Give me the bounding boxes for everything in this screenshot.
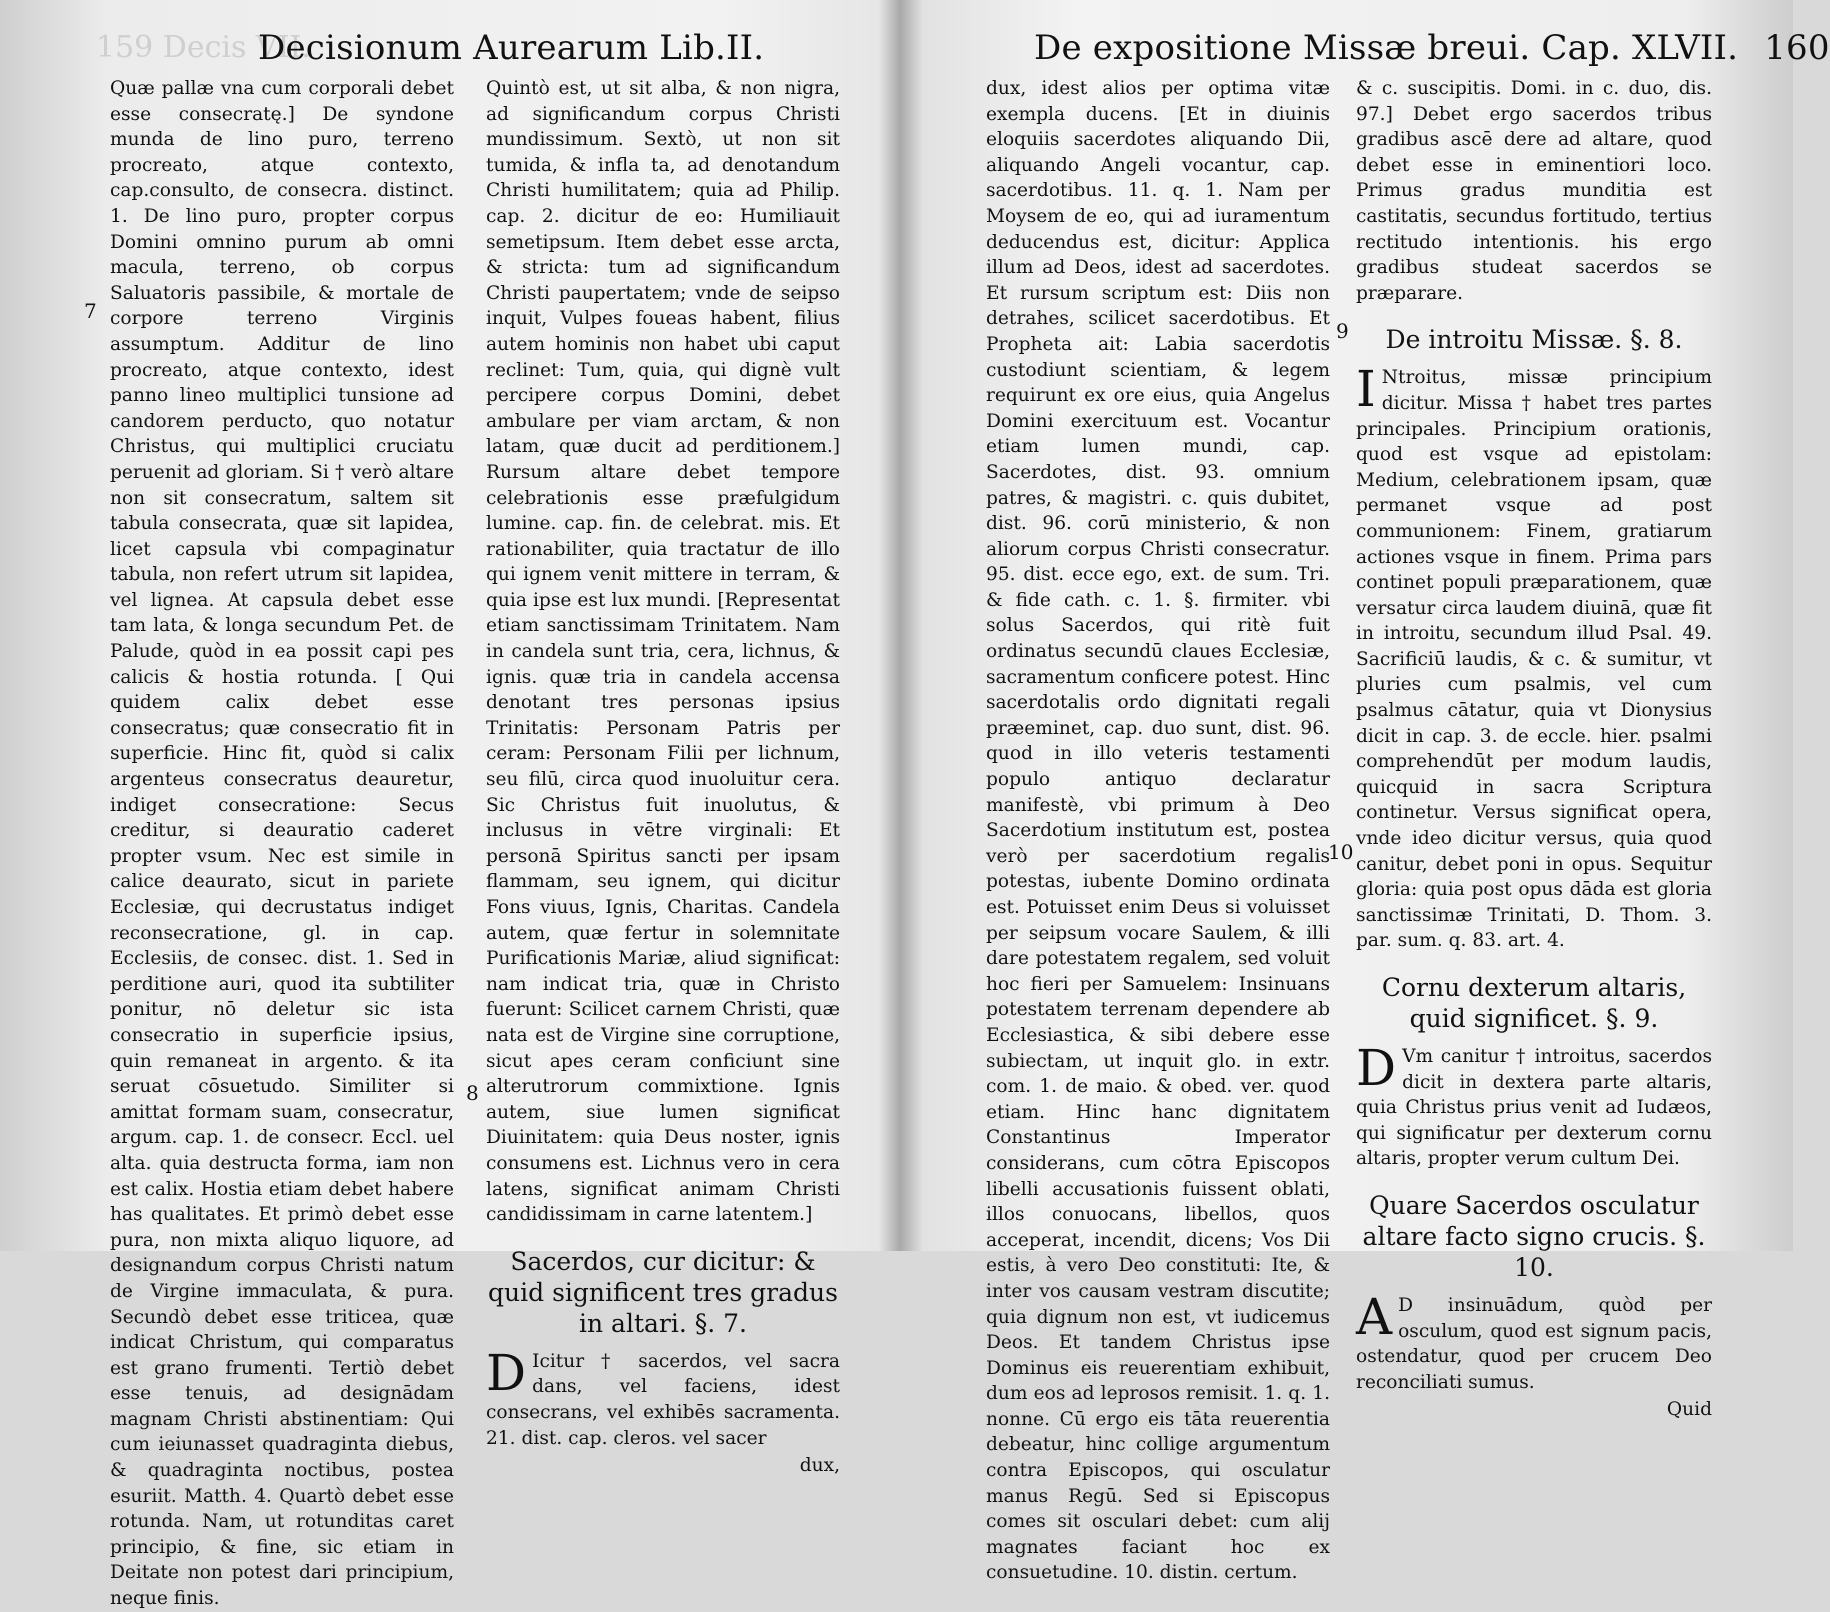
paragraph-section-8 [1356,360,1712,954]
margin-number-7: 7 [84,299,97,323]
paragraph-section-7 [486,1343,840,1451]
drop-cap: I [1356,360,1376,419]
margin-number-8: 8 [466,1081,479,1105]
paragraph-text: D insinuādum, quòd per osculum, quod est signum pacis, ostendatur, quod per crucem Deo reconciliati sumus. [1356,1294,1712,1393]
drop-cap: A [1356,1287,1393,1346]
section-heading-8: De introitu Missæ. §. 8. [1385,325,1683,355]
catchword: dux, [799,1455,840,1477]
paragraph-section-9 [1356,1039,1712,1172]
margin-number-9: 9 [1336,319,1349,343]
paragraph-section-10 [1356,1287,1712,1395]
paragraph: dux, idest alios per optima vitæ exempla ducens. [Et in diuinis eloquiis sacerdotes aliquando Dii, aliquando Angeli vocantur, cap. sacerdotibus. 11. q. 1. Nam per Moysem de eo, qui ad iuramentum deducendus est, dicitur: Applica illum ad Deos, idest ad sacerdotes. Et rursum scriptum est: Diis non detrahes, scilicet sacerdotibus. Et Propheta ait: Labia sacerdotis custodiunt scientiam, & legem requirunt ex ore eius, quia Angelus Domini exercituum est. Vocantur etiam lumen mundi, cap. Sacerdotes, dist. 93. omnium patres, & magistri. c. quis dubitet, dist. 96. corū ministerio, & non aliorum corpus Christi consecratur. 95. dist. ecce ego, ext. de sum. Tri. & fide cath. c. 1. §. firmiter. vbi solus Sacerdos, qui ritè fuit ordinatus secundū claues Ecclesiæ, sacramentum conficere potest. Hinc sacerdotalis ordo dignitati regali præeminet, cap. duo sunt, dist. 96. quod in illo veteris testamenti populo antiquo declaratur manifestè, vbi primum à Deo Sacerdotium institutum est, postea verò per sacerdotium regalis potestas, iubente Domino ordinata est. Potuisset enim Deus si voluisset per seipsum vocare Saulem, & illi dare potestatem regalem, sed voluit hoc fieri per Samuelem: Insinuans potestatem terrenam dependere ab Ecclesiastica, & sibi debere esse subiectam, ut inquit glo. in extr. com. 1. de maio. & obed. ver. quod etiam. Hinc hanc dignitatem Constantinus Imperator considerans, cum cōtra Episcopos libelli accusationis fuissent oblati, illos conuocans, libellos, quos acceperat, incendit, dicens; Vos Dii estis, à vero Deo constituti: Ite, & inter vos causam vestram discutite; quia dignum non est, vt iudicemus Deos. Et tandem Christus ipse Dominus eis reuerentiam exhibuit, dum eos ad leprosos remisit. 1. q. 1. nonne. Cū ergo eis tāta reuerentia debeatur, hinc collige argumentum contra Episcopos, qui osculatur manus Regū. Sed si Episcopus comes sit osculari debet: cum alij magnates faciant hoc ex consuetudine. 10. distin. certum. [986,78,1330,1584]
paragraph-text: Ntroitus, missæ principium dicitur. Missa † habet tres partes principales. Principium orationis, quod est vsque ad epistolam: Medium, celebrationem ipsam, quæ permanet vsque ad post communionem: Finem, gratiarum actiones vsque in finem. Prima pars continet populi præparationem, quæ versatur circa laudem diuinā, quæ fit in introitu, secundum illud Psal. 49. Sacrificiū laudis, & c. & sumitur, vt pluries cum psalmis, vel cum psalmus cātatur, quia vt Dionysius dicit in cap. 3. de eccle. hier. psalmi comprehendūt per modum laudis, quicquid in sacra Scriptura continetur. Versus significat opera, vnde ideo dicitur versus, quia quod canitur, debet poni in opus. Sequitur gloria: quia post opus dāda est gloria sanctissimæ Trinitati, D. Thom. 3. par. sum. q. 83. art. 4. [1356,367,1712,952]
paragraph: & c. suscipitis. Domi. in c. duo, dis. 97.] Debet ergo sacerdos tribus gradibus ascē dere ad altare, quod debet esse in eminentiori loco. Primus gradus munditia est castitatis, secundus fortitudo, tertius rectitudo intentionis. his ergo gradibus studeat sacerdos se præparare. [1356,78,1712,304]
bleed-through-text: 159 Decis VII. [96,30,311,65]
section-heading-7: Sacerdos, cur dicitur: & quid significent tres gradus in altari. §. 7. [488,1246,838,1338]
left-column-2 [486,76,840,1479]
left-column-1 [110,76,454,1612]
paragraph-text: Vm canitur † introitus, sacerdos dicit in dextera parte altaris, quia Christus prius venit ad Iudæos, qui significatur per dexterum cornu altaris, propter verum cultum Dei. [1356,1046,1712,1170]
catchword: Quid [1666,1399,1712,1421]
paragraph-text: Icitur † sacerdos, vel sacra dans, vel faciens, idest consecrans, vel exhibēs sacramenta. 21. dist. cap. cleros. vel sacer [486,1350,840,1449]
drop-cap: D [1356,1039,1397,1097]
right-column-2 [1356,76,1712,1423]
right-column-1 [986,76,1330,1586]
running-head-title: De expositione Missæ breui. Cap. XLVII. [1034,28,1739,68]
left-page [0,0,884,1610]
section-heading-10: Quare Sacerdos osculatur altare facto signo crucis. §. 10. [1362,1190,1706,1282]
running-head-left: Decisionum Aurearum Lib.II. [258,28,765,68]
margin-number-10: 10 [1328,840,1354,864]
paragraph: Quæ pallæ vna cum corporali debet esse consecratę.] De syndone munda de lino puro, terreno procreato, atque contexto, cap.consulto, de consecra. distinct. 1. De lino puro, propter corpus Domini omnino purum ab omni macula, terreno, ob corpus Saluatoris passibile, & mortale de corpore terreno Virginis assumptum. Additur de lino procreato, atque contexto, idest panno lineo multiplici tunsione ad candorem perducto, quo notatur Christus, qui multiplici cruciatu peruenit ad gloriam. Si † verò altare non sit consecratum, saltem sit tabula consecrata, quæ sit lapidea, licet capsula vbi compaginatur tabula, non refert utrum sit lapidea, vel lignea. At capsula debet esse tam lata, & longa secundum Pet. de Palude, quòd in ea possit capi pes calicis & hostia rotunda. [ Qui quidem calix debet esse consecratus; quæ consecratio fit in superficie. Hinc fit, quòd si calix argenteus consecratus deauretur, indiget consecratione: Secus creditur, si deauratio caderet propter vsum. Nec est simile in calice deaurato, sicut in pariete Ecclesiæ, qui decrustatus indiget reconsecratione, gl. in cap. Ecclesiis, de consec. dist. 1. Sed in perditione auri, quod ita subtiliter ponitur, nō deletur sic ista consecratio in superficie ipsius, quin remaneat in argento. & ita seruat cōsuetudo. Similiter si amittat formam suam, consecratur, argum. cap. 1. de consecr. Eccl. uel alta. quia destructa forma, iam non est calix. Hostia etiam debet habere has qualitates. Et primò debet esse pura, non mixta aliquo liquore, ad designandum corpus Christi natum de Virgine immaculata, & pura. Secundò debet esse triticea, quæ indicat Christum, qui comparatus est grano frumenti. Tertiò debet esse tenuis, ad designādam magnam Christi abstinentiam: Qui cum ieiunasset quadraginta diebus, & quadraginta noctibus, postea esuriit. Matth. 4. Quartò debet esse rotunda. Nam, ut rotunditas caret principio, & fine, sic etiam in Deitate non potest dari principium, neque finis. [110,78,454,1610]
right-page [898,0,1830,1584]
running-head-right [1034,28,1830,68]
drop-cap: D [486,1343,527,1402]
paragraph: Quintò est, ut sit alba, & non nigra, ad significandum corpus Christi mundissimum. Sextò, ut non sit tumida, & infla ta, ad denotandum Christi humilitatem; quia ad Philip. cap. 2. dicitur de eo: Humiliauit semetipsum. Item debet esse arcta, & stricta: tum ad significandum Christi paupertatem; vnde de seipso inquit, Vulpes foueas habent, filius autem hominis non habet ubi caput reclinet: Tum, quia, qui dignè vult percipere corpus Domini, debet ambulare per viam arctam, & non latam, quæ ducit ad perditionem.] Rursum altare debet tempore celebrationis esse præfulgidum lumine. cap. fin. de celebrat. mis. Et rationabiliter, quia tractatur de illo qui ignem venit mittere in terram, & quia ipse est lux mundi. [Representat etiam sanctissimam Trinitatem. Nam in candela sunt tria, cera, lichnus, & ignis. quæ tria in candela accensa denotant tres personas ipsius Trinitatis: Personam Patris per ceram: Personam Filii per lichnum, seu filū, circa quod inuoluitur cera. Sic Christus fuit inuolutus, & inclusus in vētre virginali: Et personā Spiritus sancti per ipsam flammam, seu ignem, qui dicitur Fons viuus, Ignis, Charitas. Candela autem, quæ fertur in solemnitate Purificationis Mariæ, aliud significat: nam indicat tria, quæ in Christo fuerunt: Scilicet carnem Christi, quæ nata est de Virgine sine corruptione, sicut apes ceram conficiunt sine alterutrorum commixtione. Ignis autem, siue lumen significat Diuinitatem: quia Deus noster, ignis consumens est. Lichnus vero in cera latens, significat animam Christi candidissimam in carne latentem.] [486,78,840,1226]
section-heading-9: Cornu dexterum altaris, quid significet. §. 9. [1381,973,1687,1033]
page-number: 160 [1764,28,1830,68]
